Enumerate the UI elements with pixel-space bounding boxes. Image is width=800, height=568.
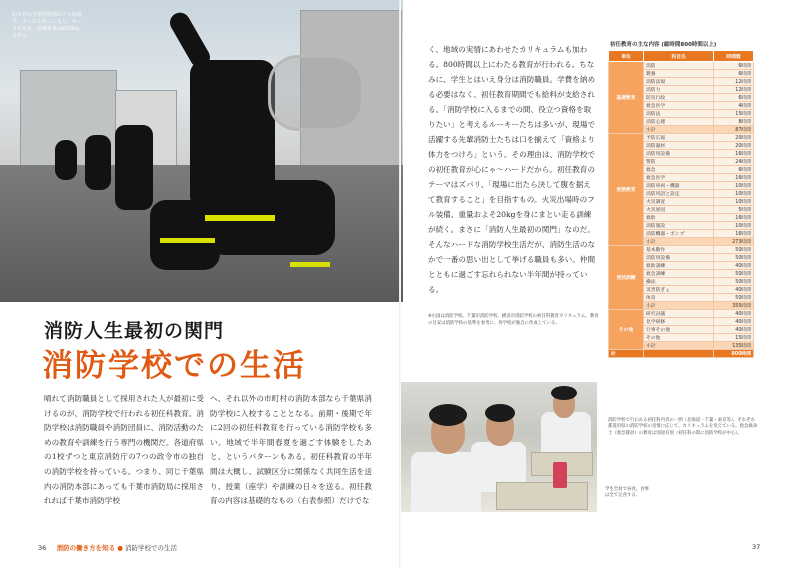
table-row [609, 246, 754, 254]
table-hours-cell: 10時間 [714, 190, 754, 198]
dining-photo-caption: 学生全員で昼食。食事は全て完食する。 [605, 487, 649, 499]
table-total-label: 計 [609, 350, 644, 358]
table-subject-cell: その他 [644, 334, 714, 342]
table-subject-cell: 火災調査 [644, 198, 714, 206]
table-row [609, 310, 754, 318]
table-subject-cell: 行事その他 [644, 326, 714, 334]
table-hours-cell: 6時間 [714, 166, 754, 174]
table-header: 時間数 [714, 51, 754, 62]
table-hours-cell: 16時間 [714, 214, 754, 222]
page-number-right: 37 [752, 543, 761, 551]
table-subject-cell: 消防心理 [644, 118, 714, 126]
table-hours-cell: 6時間 [714, 70, 754, 78]
table-hours-cell: 16時間 [714, 150, 754, 158]
table-hours-cell: 273時間 [714, 238, 754, 246]
table-hours-cell: 10時間 [714, 182, 754, 190]
table-subject-cell: 救急医学 [644, 174, 714, 182]
table-subject-cell: 小計 [644, 302, 714, 310]
table-subject-cell: 災害防ぎょ [644, 286, 714, 294]
table-subject-cell: 救急医学 [644, 102, 714, 110]
table-hours-cell: 40時間 [714, 326, 754, 334]
table-hours-cell: 50時間 [714, 246, 754, 254]
table-subject-cell: 火災原因 [644, 206, 714, 214]
table-header: 単位 [609, 51, 644, 62]
table-subject-cell: 消防用設備 [644, 150, 714, 158]
table-hours-cell: 20時間 [714, 134, 754, 142]
table-hours-cell: 50時間 [714, 270, 754, 278]
table-subject-cell: 消防力 [644, 86, 714, 94]
table-subject-cell: 救助 [644, 214, 714, 222]
table-hours-cell: 8時間 [714, 118, 754, 126]
curriculum-table [608, 50, 754, 358]
footer-bullet-icon: ● [117, 544, 123, 552]
table-hours-cell: 16時間 [714, 174, 754, 182]
table-footnote: 消防学校で行われる初任科内容の一例（北海道・千葉・東京等）。それぞれ都道府県の消防学校の実情に応じて、カリキュラムを変えている。救急救命士（救急隊員）の教育は別途有別（初任科の間に消防学校が中心）。 [608, 418, 758, 436]
table-hours-cell: 24時間 [714, 158, 754, 166]
table-subject-cell: 小計 [644, 342, 714, 350]
table-hours-cell: 12時間 [714, 86, 754, 94]
table-subject-cell: 研究討議 [644, 310, 714, 318]
table-subject-cell: 小計 [644, 238, 714, 246]
table-subject-cell: 消防機器・ポンプ [644, 230, 714, 238]
table-category-cell: その他 [609, 310, 644, 350]
right-text-column [428, 42, 598, 297]
dining-photo [401, 382, 597, 512]
table-subject-cell: 防災行政 [644, 94, 714, 102]
footer-brand: 消防の働き方を知る [56, 544, 116, 552]
article-title: 消防学校での生活 [42, 348, 306, 384]
table-subject-cell: 操法 [644, 278, 714, 286]
body-paragraph: く、地域の実情にあわせたカリキュラムも加わる。800時間以上にわたる教育が行われる。ちなみに、学生とはいえ身分は消防職員。学費を納める必要はなく、初任教育期間でも給料が支給される。「消防学校に入るまでの間、役立つ資格を取りたい」と考えるルーキーたちは多いが、現場で活躍する先輩消防士たちは口を揃えて「資格より体力をつけろ」という。その理由は、消防学校での初任教育が心にゃ～ハードだから。初任教育のテーマはズバリ、「現場に出たら決して腹を据えて教育すること」を目指すもの。火災出場時のフル装備、重量およそ20kgを身にまとい走る訓練が続く。まさに「消防人生最初の関門」なのだ。そんなハードな消防学校生活だが、消防生活のなかで一番の思い出として挙げる職員も多い。仲間とともに過ごす忘れられない半年間が持っている。 [428, 45, 596, 294]
table-subject-cell: 基本動作 [644, 246, 714, 254]
table-hours-cell: 15時間 [714, 334, 754, 342]
table-total-row [609, 350, 754, 358]
table-subject-cell: 教養 [644, 70, 714, 78]
table-subject-cell: 警防 [644, 158, 714, 166]
table-subject-cell: 消防器材 [644, 142, 714, 150]
table-hours-cell: 40時間 [714, 286, 754, 294]
table-hours-cell: 50時間 [714, 278, 754, 286]
table-header: 科目名 [644, 51, 714, 62]
table-hours-cell: 40時間 [714, 310, 754, 318]
table-hours-cell: 87時間 [714, 126, 754, 134]
table-row [609, 62, 754, 70]
table-category-cell: 基礎教育 [609, 62, 644, 134]
table-hours-cell: 10時間 [714, 198, 754, 206]
training-photo-caption: 防火衣の空気呼吸器のフル装備で、ホースを持って走り、ホースを延長。装備重量は約20kgもある。 [12, 12, 82, 39]
table-hours-cell: 15時間 [714, 110, 754, 118]
page-number-left: 36 [38, 544, 47, 552]
table-hours-cell: 135時間 [714, 342, 754, 350]
table-subject-cell: 救助訓練 [644, 262, 714, 270]
table-hours-cell: 5時間 [714, 206, 754, 214]
table-category-cell: 実務教育 [609, 134, 644, 246]
table-hours-cell: 10時間 [714, 222, 754, 230]
table-subject-cell: 消防用設備 [644, 254, 714, 262]
table-title: 初任教育の主な内容 (総時間800時間以上) [610, 42, 717, 48]
table-subject-cell: 体育 [644, 294, 714, 302]
body-column-2 [210, 392, 372, 509]
footer-left [38, 543, 177, 552]
table-hours-cell: 355時間 [714, 302, 754, 310]
table-hours-cell: 6時間 [714, 94, 754, 102]
table-subject-cell: 見学研修 [644, 318, 714, 326]
table-subject-cell: 消防法 [644, 110, 714, 118]
table-hours-cell: 50時間 [714, 294, 754, 302]
table-subject-cell: 小計 [644, 126, 714, 134]
table-subject-cell: 予防広報 [644, 134, 714, 142]
curriculum-note: ※右図は消防学校、千葉市消防学校、横浜市消防学校の初任科教育カリキュラム。教育の目安は消防学校の基準を参考に、各学校が独自に作成している。 [428, 314, 599, 326]
body-paragraph: 晴れて消防職員として採用された人が最初に受けるのが、消防学校で行われる初任科教育。消防学校は消防職員や消防団員に、消防活動のための教育や訓練を行う専門の機関だ。各道府県の1校ずつと東京消防庁の7つの政令市の独自の消防学校を持っている。つまり、同じ千葉県内の消防本部にあっても千葉市消防局に採用されれば千葉市消防学校 [44, 394, 204, 506]
table-total-value: 800時間 [714, 350, 754, 358]
table-hours-cell: 6時間 [714, 62, 754, 70]
table-hours-cell: 4時間 [714, 102, 754, 110]
table-hours-cell: 50時間 [714, 254, 754, 262]
table-subject-cell: 救急訓練 [644, 270, 714, 278]
table-hours-cell: 16時間 [714, 230, 754, 238]
table-row [609, 134, 754, 142]
body-paragraph: へ、それ以外の市町村の消防本部なら千葉県消防学校に入校することとなる。前期・後期で年に2回の初任科教育を行っている消防学校も多い。地域で半年間春夏を過ごす体験をしたあと、というパターンもある。初任科教育の半年間は大概し、試験区分に関係なく共同生活を送り、授業（座学）や訓練の日々を送る。初任教育の内容は基礎的なもの（右表参照）だけでな [210, 394, 372, 506]
table-subject-cell: 消防 [644, 62, 714, 70]
table-hours-cell: 12時間 [714, 78, 754, 86]
table-category-cell: 実技訓練 [609, 246, 644, 310]
table-hours-cell: 40時間 [714, 262, 754, 270]
body-column-1 [44, 392, 204, 509]
footer-section: 消防学校での生活 [124, 544, 177, 552]
table-subject-cell: 消防法規 [644, 78, 714, 86]
table-subject-cell: 消防車両・機器 [644, 182, 714, 190]
table-subject-cell: 消防施設 [644, 222, 714, 230]
article-subtitle: 消防人生最初の関門 [44, 320, 225, 342]
training-photo [0, 0, 403, 302]
table-subject-cell: 消防用語と設定 [644, 190, 714, 198]
table-hours-cell: 40時間 [714, 318, 754, 326]
table-hours-cell: 20時間 [714, 142, 754, 150]
table-subject-cell: 救急 [644, 166, 714, 174]
curriculum-table-body [609, 62, 754, 350]
